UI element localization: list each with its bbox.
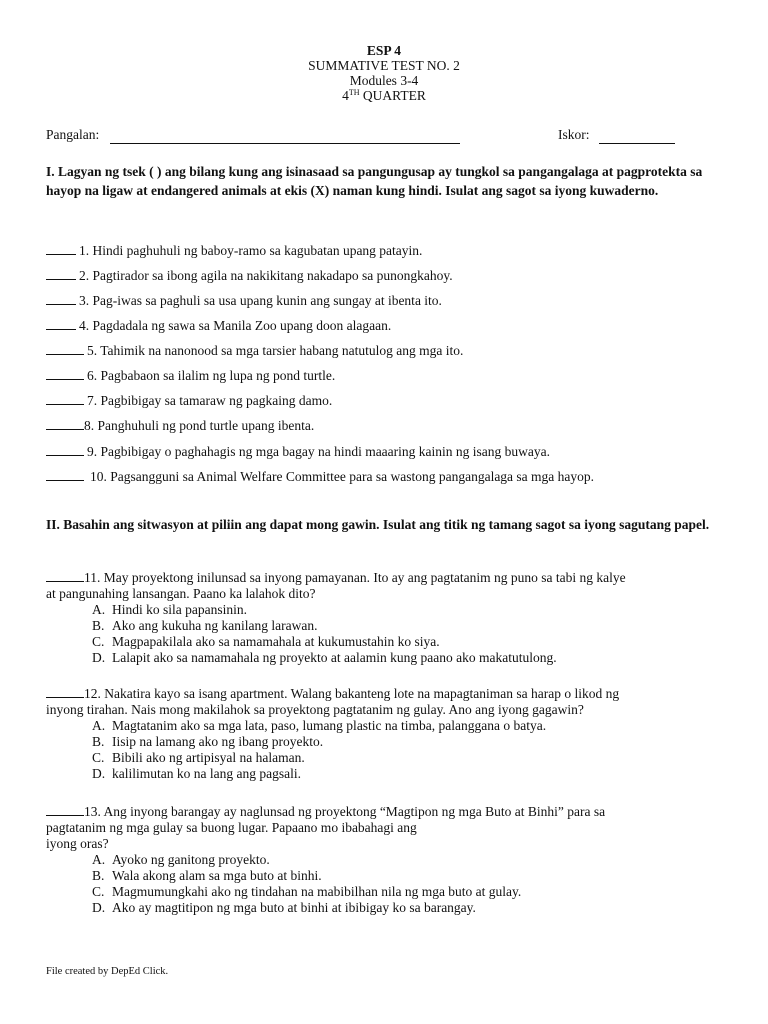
score-label: Iskor: [558, 127, 590, 142]
item-text: 8. Panghuhuli ng pond turtle upang ibenta. [84, 418, 315, 433]
question-stem: inyong tirahan. Nais mong makilahok sa proyektong pagtatanim ng gulay. Ano ang iyong gagawin? [46, 702, 584, 717]
question-11 [46, 569, 721, 666]
choice-a: A. Ayoko ng ganitong proyekto. [92, 852, 270, 867]
subject-title: ESP 4 [366, 43, 402, 58]
item-text: 7. Pagbibigay sa tamaraw ng pagkaing damo. [87, 393, 333, 408]
answer-blank[interactable] [46, 242, 76, 255]
question-12 [46, 685, 721, 782]
choice-c: C. Magpapakilala ako sa namamahala at kukumustahin ko siya. [92, 634, 440, 649]
question-stem: at pangunahing lansangan. Paano ka lalahok dito? [46, 586, 316, 601]
name-field-line[interactable] [110, 143, 460, 144]
choice-a: A. Hindi ko sila papansinin. [92, 602, 247, 617]
answer-blank[interactable] [46, 569, 84, 582]
section1-item [46, 417, 736, 434]
choice-b: B. Wala akong alam sa mga buto at binhi. [92, 868, 322, 883]
item-text: 4. Pagdadala ng sawa sa Manila Zoo upang doon alagaan. [79, 318, 392, 333]
section1-item [46, 392, 736, 409]
question-stem: iyong oras? [46, 836, 109, 851]
answer-blank[interactable] [46, 292, 76, 305]
choice-d: D. kalilimutan ko na lang ang pagsali. [92, 766, 301, 781]
choice-c: C. Magmumungkahi ako ng tindahan na mabibilhan nila ng mga buto at gulay. [92, 884, 522, 899]
question-stem: pagtatanim ng mga gulay sa buong lugar. Papaano mo ibabahagi ang [46, 820, 417, 835]
choice-a: A. Magtatanim ako sa mga lata, paso, lumang plastic na timba, palanggana o batya. [92, 718, 547, 733]
item-text: 3. Pag-iwas sa paghuli sa usa upang kunin ang sungay at ibenta ito. [79, 293, 442, 308]
answer-blank[interactable] [46, 267, 76, 280]
choice-d: D. Lalapit ako sa namamahala ng proyekto at aalamin kung paano ako makatutulong. [92, 650, 557, 665]
answer-blank[interactable] [46, 685, 84, 698]
section1-item [46, 292, 736, 309]
question-13 [46, 803, 721, 916]
section1-item [46, 242, 736, 259]
answer-blank[interactable] [46, 367, 84, 380]
section1-title: I. Lagyan ng tsek ( ) ang bilang kung ang isinasaad sa pangungusap ay tungkol sa pangangalaga at pagprotekta sa hayop na ligaw at endangered animals at ekis (X) naman kung hindi. Isulat ang sagot sa iyong kuwaderno. [46, 164, 703, 198]
question-stem: 12. Nakatira kayo sa isang apartment. Walang bakanteng lote na mapagtaniman sa harap o likod ng [46, 685, 721, 702]
section1-item [46, 367, 736, 384]
answer-blank[interactable] [46, 803, 84, 816]
modules-label: Modules 3-4 [349, 73, 419, 88]
quarter-suffix: TH [348, 88, 360, 97]
choice-b: B. Ako ang kukuha ng kanilang larawan. [92, 618, 318, 633]
choice-d: D. Ako ay magtitipon ng mga buto at binhi at ibibigay ko sa barangay. [92, 900, 476, 915]
score-field-line[interactable] [599, 143, 675, 144]
answer-blank[interactable] [46, 443, 84, 456]
item-text: 5. Tahimik na nanonood sa mga tarsier habang natutulog ang mga ito. [87, 343, 464, 358]
section1-item [46, 317, 736, 334]
item-text: 2. Pagtirador sa ibong agila na nakikitang nakadapo sa punongkahoy. [79, 268, 453, 283]
name-label: Pangalan: [46, 127, 100, 142]
section1-item [46, 468, 736, 485]
quarter-word: QUARTER [362, 88, 426, 103]
choice-c: C. Bibili ako ng artipisyal na halaman. [92, 750, 305, 765]
question-stem: 13. Ang inyong barangay ay naglunsad ng proyektong “Magtipon ng mga Buto at Binhi” para sa [46, 803, 721, 820]
item-text: 1. Hindi paghuhuli ng baboy-ramo sa kagubatan upang patayin. [79, 243, 423, 258]
test-header [0, 43, 768, 103]
item-text: 10. Pagsangguni sa Animal Welfare Committee para sa wastong pangangalaga sa mga hayop. [90, 469, 595, 484]
answer-blank[interactable] [46, 468, 84, 481]
item-text: 9. Pagbibigay o paghahagis ng mga bagay na hindi maaaring kainin ng isang buwaya. [87, 444, 551, 459]
answer-blank[interactable] [46, 317, 76, 330]
answer-blank[interactable] [46, 342, 84, 355]
answer-blank[interactable] [46, 392, 84, 405]
quarter-label [0, 88, 768, 103]
section1-item [46, 443, 736, 460]
footer-credit: File created by DepEd Click. [46, 966, 169, 977]
test-title: SUMMATIVE TEST NO. 2 [308, 58, 460, 73]
choice-b: B. Iisip na lamang ako ng ibang proyekto. [92, 734, 324, 749]
section2-title: II. Basahin ang sitwasyon at piliin ang dapat mong gawin. Isulat ang titik ng tamang sagot sa iyong sagutang papel. [46, 517, 710, 532]
question-stem: 11. May proyektong inilunsad sa inyong pamayanan. Ito ay ang pagtatanim ng puno sa tabi ng kalye [46, 569, 721, 586]
answer-blank[interactable] [46, 417, 84, 430]
section1-item [46, 342, 736, 359]
item-text: 6. Pagbabaon sa ilalim ng lupa ng pond turtle. [87, 368, 336, 383]
quarter-number: 4 [342, 88, 349, 103]
section1-item [46, 267, 736, 284]
